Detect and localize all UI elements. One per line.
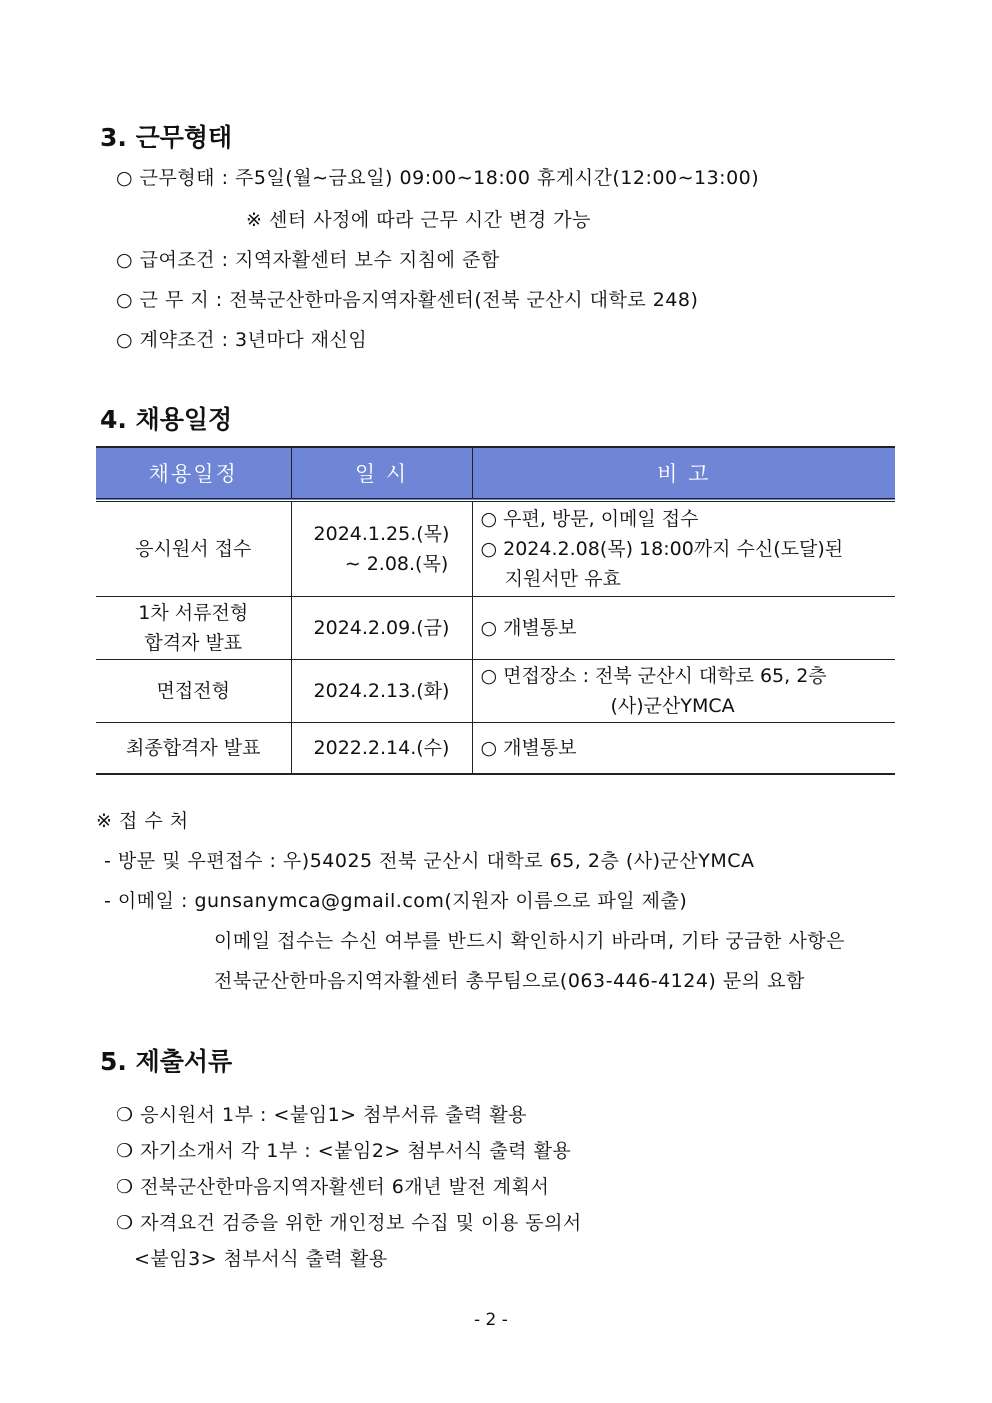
- reception-email: - 이메일 : gunsanymca@gmail.com(지원자 이름으로 파일 제출): [104, 890, 688, 912]
- contract-item: ○ 계약조건 : 3년마다 재신임: [116, 329, 368, 351]
- salary-item: ○ 급여조건 : 지역자활센터 보수 지침에 준함: [116, 249, 500, 271]
- page-number: - 2 -: [474, 1310, 508, 1330]
- step-text: 합격자 발표: [144, 631, 243, 654]
- reception-visit: - 방문 및 우편접수 : 우)54025 전북 군산시 대학로 65, 2층 (사)군산YMCA: [104, 850, 755, 872]
- date-text: 2024.2.13.(화): [313, 679, 450, 702]
- document-item: ❍ 자격요건 검증을 위한 개인정보 수집 및 이용 동의서: [116, 1212, 582, 1234]
- section-5-title: 5. 제출서류: [100, 1047, 233, 1076]
- date-text: 2024.2.09.(금): [313, 616, 450, 639]
- note-text: (사)군산YMCA: [610, 694, 735, 717]
- reception-note-2: 전북군산한마음지역자활센터 총무팀으로(063-446-4124) 문의 요함: [214, 970, 805, 992]
- header-step: 채용일정: [96, 447, 291, 500]
- schedule-table: [96, 446, 895, 775]
- date-cell: [291, 596, 472, 659]
- work-time-note: ※ 센터 사정에 따라 근무 시간 변경 가능: [246, 209, 592, 231]
- note-text: ○ 면접장소 : 전북 군산시 대학로 65, 2층: [480, 664, 827, 687]
- work-type-item: ○ 근무형태 : 주5일(월∼금요일) 09:00∼18:00 휴게시간(12:00∼13:00): [116, 167, 760, 189]
- step-cell: [96, 722, 291, 774]
- date-cell: [291, 722, 472, 774]
- note-cell: [472, 500, 895, 596]
- reception-note-1: 이메일 접수는 수신 여부를 반드시 확인하시기 바라며, 기타 궁금한 사항은: [214, 930, 846, 952]
- document-item-note: <붙임3> 첨부서식 출력 활용: [134, 1248, 388, 1270]
- table-row: [96, 722, 895, 774]
- document-item: ❍ 전북군산한마음지역자활센터 6개년 발전 계획서: [116, 1176, 550, 1198]
- step-text: 1차 서류전형: [138, 601, 249, 624]
- step-cell: [96, 659, 291, 722]
- document-item: ❍ 자기소개서 각 1부 : <붙임2> 첨부서식 출력 활용: [116, 1140, 572, 1162]
- workplace-item: ○ 근 무 지 : 전북군산한마음지역자활센터(전북 군산시 대학로 248): [116, 289, 699, 311]
- date-text: 2022.2.14.(수): [313, 736, 450, 759]
- date-text: ∼ 2.08.(목): [344, 552, 449, 575]
- note-text: ○ 2024.2.08(목) 18:00까지 수신(도달)된: [480, 537, 844, 560]
- date-cell: [291, 659, 472, 722]
- document-item: ❍ 응시원서 1부 : <붙임1> 첨부서류 출력 활용: [116, 1104, 528, 1126]
- table-row: [96, 500, 895, 596]
- note-text: 지원서만 유효: [480, 567, 621, 590]
- note-cell: [472, 722, 895, 774]
- step-cell: [96, 500, 291, 596]
- step-text: 최종합격자 발표: [125, 736, 261, 759]
- note-text: ○ 우편, 방문, 이메일 접수: [480, 507, 699, 530]
- header-date: 일 시: [291, 447, 472, 500]
- step-text: 응시원서 접수: [135, 537, 252, 560]
- table-row: [96, 659, 895, 722]
- note-text: ○ 개별통보: [480, 616, 577, 639]
- section-3-title: 3. 근무형태: [100, 123, 233, 152]
- step-text: 면접전형: [156, 679, 230, 702]
- step-cell: [96, 596, 291, 659]
- table-header-row: [96, 447, 895, 500]
- reception-title: ※ 접 수 처: [96, 810, 189, 832]
- note-cell: [472, 596, 895, 659]
- date-cell: [291, 500, 472, 596]
- note-text: ○ 개별통보: [480, 736, 577, 759]
- section-4-title: 4. 채용일정: [100, 405, 233, 434]
- note-cell: [472, 659, 895, 722]
- date-text: 2024.1.25.(목): [313, 522, 450, 545]
- header-note: 비 고: [472, 447, 895, 500]
- table-row: [96, 596, 895, 659]
